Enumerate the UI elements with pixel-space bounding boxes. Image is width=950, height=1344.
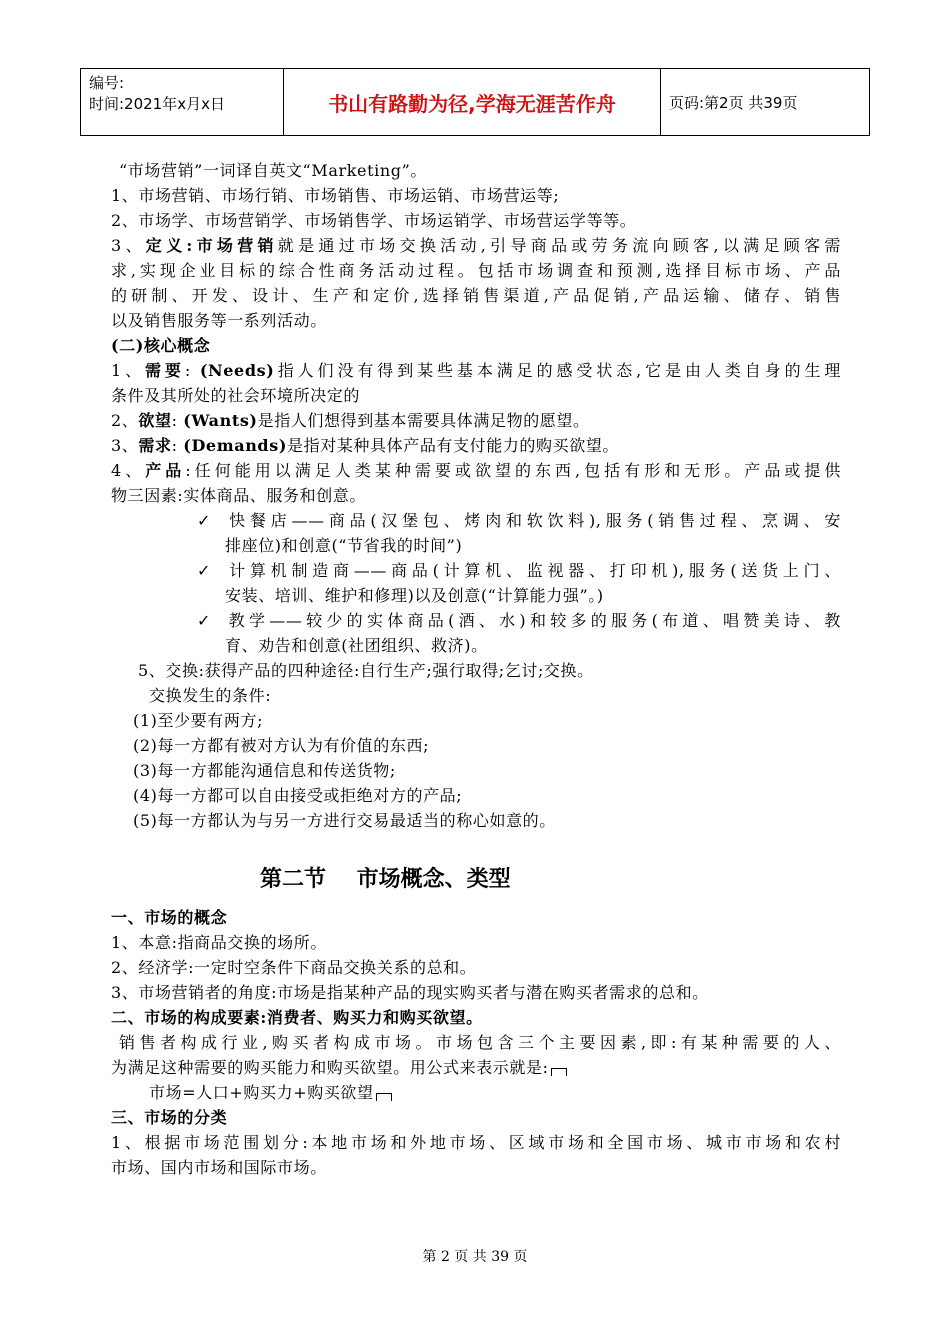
condition-item: (1)至少要有两方;: [133, 711, 264, 730]
document-number-label: 编号:: [89, 74, 125, 92]
conditions-heading: 交换发生的条件:: [149, 686, 272, 705]
product-line: 4、产品:任何能用以满足人类某种需要或欲望的东西,包括有形和无形。产品或提供: [111, 461, 841, 480]
paragraph-mark-icon: [376, 1093, 392, 1101]
header-motto: 书山有路勤为径,学海无涯苦作舟: [284, 69, 661, 135]
definition-line: 求,实现企业目标的综合性商务活动过程。包括市场调查和预测,选择目标市场、产品: [111, 261, 841, 280]
intro-line: “市场营销”一词译自英文“Marketing”。: [119, 161, 427, 180]
section-title: 第二节 市场概念、类型: [260, 867, 511, 892]
subsection-heading: 二、市场的构成要素:消费者、购买力和购买欲望。: [111, 1008, 483, 1027]
demands-line: 3、需求: (Demands)是指对某种具体产品有支付能力的购买欲望。: [111, 436, 620, 455]
definition-term: 市场营销: [192, 236, 278, 255]
checkmark-icon: ✓: [197, 611, 212, 630]
paragraph-line: 市场、国内市场和国际市场。: [111, 1158, 327, 1177]
exchange-line: 5、交换:获得产品的四种途径:自行生产;强行取得;乞讨;交换。: [138, 661, 594, 680]
list-item: 2、经济学:一定时空条件下商品交换关系的总和。: [111, 958, 477, 977]
header-page-number: 页码:第2页 共39页: [669, 93, 798, 112]
list-item: 1、市场营销、市场行销、市场销售、市场运销、市场营运等;: [111, 186, 560, 205]
document-body: [111, 158, 841, 1180]
definition-label: 定义:: [145, 236, 193, 255]
core-concepts-heading: (二)核心概念: [111, 336, 211, 355]
paragraph-line: 为满足这种需要的购买能力和购买欲望。用公式来表示就是:: [111, 1055, 841, 1080]
list-item: 3、市场营销者的角度:市场是指某种产品的现实购买者与潜在购买者需求的总和。: [111, 983, 709, 1002]
example-item: ✓ 快餐店——商品(汉堡包、烤肉和软饮料),服务(销售过程、烹调、安: [111, 508, 841, 533]
page-header: [80, 68, 870, 136]
example-item: ✓ 教学——较少的实体商品(酒、水)和较多的服务(布道、唱赞美诗、教: [111, 608, 841, 633]
list-item: 2、市场学、市场营销学、市场销售学、市场运销学、市场营运学等等。: [111, 211, 637, 230]
header-meta: [81, 69, 284, 135]
needs-line: 1、需要: (Needs)指人们没有得到某些基本满足的感受状态,它是由人类自身的生理: [111, 361, 841, 380]
needs-line: 条件及其所处的社会环境所决定的: [111, 386, 361, 405]
definition-line: 的研制、开发、设计、生产和定价,选择销售渠道,产品促销,产品运输、储存、销售: [111, 286, 841, 305]
paragraph-line: 销售者构成行业,购买者构成市场。市场包含三个主要因素,即:有某种需要的人、: [119, 1033, 841, 1052]
formula-line: 市场=人口+购买力+购买欲望: [111, 1080, 841, 1105]
paragraph-line: 1、根据市场范围划分:本地市场和外地市场、区域市场和全国市场、城市市场和农村: [111, 1133, 841, 1152]
example-item: 排座位)和创意(“节省我的时间”): [225, 536, 463, 555]
condition-item: (3)每一方都能沟通信息和传送货物;: [133, 761, 396, 780]
paragraph-mark-icon: [551, 1068, 567, 1076]
definition-line: 3、定义:市场营销就是通过市场交换活动,引导商品或劳务流向顾客,以满足顾客需: [111, 236, 841, 255]
definition-line: 以及销售服务等一系列活动。: [111, 311, 327, 330]
subsection-heading: 三、市场的分类: [111, 1108, 228, 1127]
checkmark-icon: ✓: [197, 511, 212, 530]
condition-item: (4)每一方都可以自由接受或拒绝对方的产品;: [133, 786, 463, 805]
condition-item: (5)每一方都认为与另一方进行交易最适当的称心如意的。: [133, 811, 556, 830]
example-item: 育、劝告和创意(社团组织、救济)。: [225, 636, 488, 655]
wants-line: 2、欲望: (Wants)是指人们想得到基本需要具体满足物的愿望。: [111, 411, 590, 430]
example-item: ✓ 计算机制造商——商品(计算机、监视器、打印机),服务(送货上门、: [111, 558, 841, 583]
condition-item: (2)每一方都有被对方认为有价值的东西;: [133, 736, 430, 755]
checkmark-icon: ✓: [197, 561, 212, 580]
product-line: 物三因素:实体商品、服务和创意。: [111, 486, 366, 505]
page-footer: 第 2 页 共 39 页: [422, 1249, 528, 1265]
example-item: 安装、培训、维护和修理)以及创意(“计算能力强”。): [225, 586, 604, 605]
subsection-heading: 一、市场的概念: [111, 908, 228, 927]
list-item: 1、本意:指商品交换的场所。: [111, 933, 327, 952]
document-date: 时间:2021年x月x日: [89, 95, 225, 113]
